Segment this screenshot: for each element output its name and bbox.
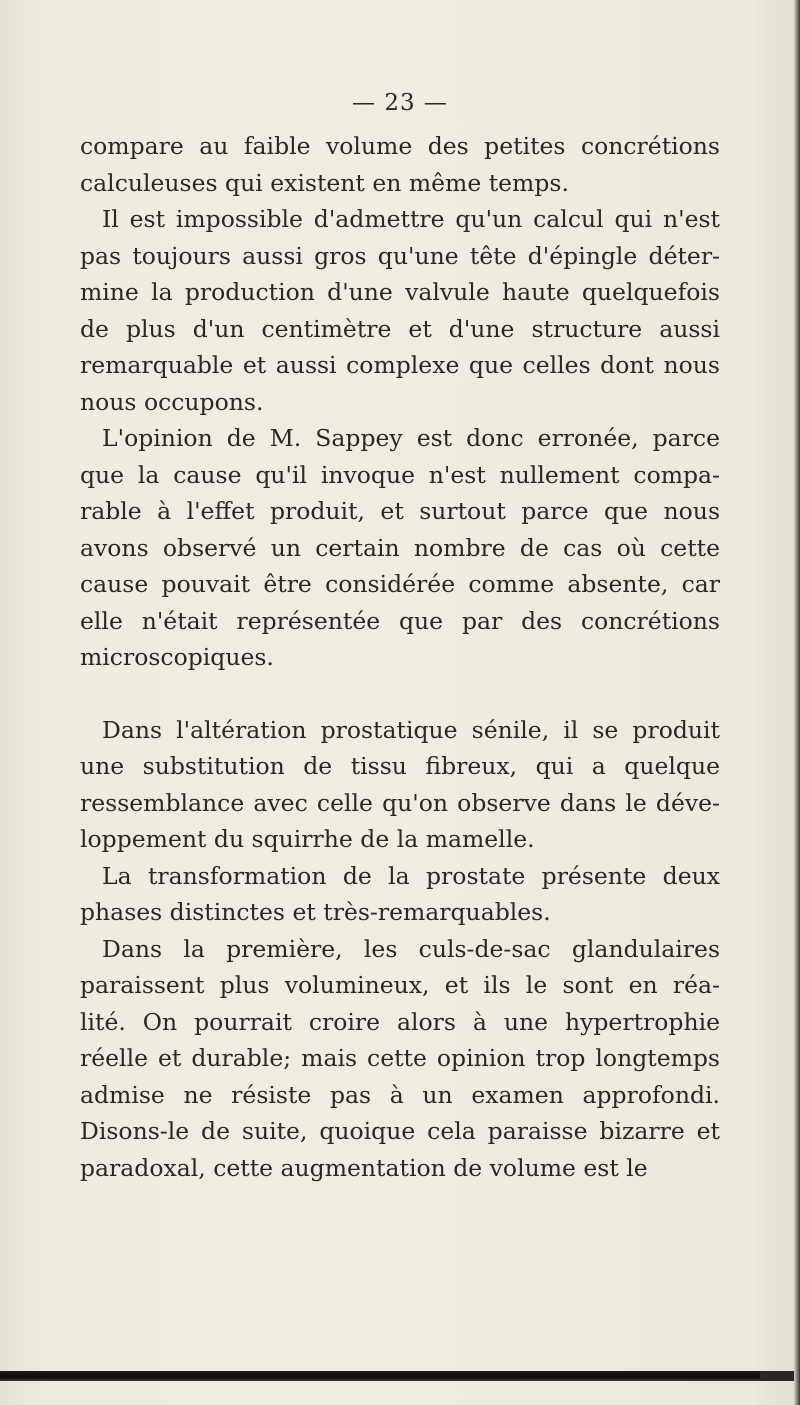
text-line: mine la production d'une valvule haute quelquefois [80, 278, 720, 306]
text-line: admise ne résiste pas à un examen approfondi. [80, 1080, 720, 1109]
page-edge-shadow [794, 0, 800, 1405]
text-line: compare au faible volume des petites concrétions [80, 132, 720, 160]
paragraph-2 [80, 201, 720, 420]
text-line: ressemblance avec celle qu'on observe dans le déve- [80, 788, 720, 817]
text-line: Il est impossible d'admettre qu'un calcul qui n'est [102, 205, 720, 233]
text-line: elle n'était représentée que par des concrétions [80, 606, 720, 635]
body-text [80, 128, 720, 1186]
text-line: cause pouvait être considérée comme absente, car [80, 570, 720, 598]
paragraph-spacer [80, 676, 720, 712]
paragraph-4 [80, 712, 720, 858]
text-line: pas toujours aussi gros qu'une tête d'épingle déter- [80, 241, 720, 270]
text-line: remarquable et aussi complexe que celles dont nous [80, 351, 720, 379]
text-line: avons observé un certain nombre de cas où cette [80, 533, 720, 562]
text-line: rable à l'effet produit, et surtout parce que nous [80, 497, 720, 525]
scan-border-corner [760, 1371, 794, 1381]
text-line: La transformation de la prostate présente deux [102, 861, 720, 890]
paragraph-6 [80, 931, 720, 1187]
scan-border-bar [0, 1371, 760, 1381]
text-line: nous occupons. [80, 387, 264, 416]
text-line: loppement du squirrhe de la mamelle. [80, 825, 535, 853]
text-line: microscopiques. [80, 643, 274, 671]
page-number: — 23 — [352, 90, 448, 116]
text-line: Dans la première, les culs-de-sac glandulaires [102, 934, 720, 963]
text-line: calculeuses qui existent en même temps. [80, 168, 569, 197]
text-line: phases distinctes et très-remarquables. [80, 898, 551, 926]
paragraph-5 [80, 858, 720, 931]
text-line: réelle et durable; mais cette opinion trop longtemps [80, 1044, 720, 1072]
text-line: paraissent plus volumineux, et ils le sont en réa- [80, 971, 720, 999]
paragraph-3 [80, 420, 720, 676]
text-line: de plus d'un centimètre et d'une structure aussi [80, 314, 720, 343]
text-line: lité. On pourrait croire alors à une hypertrophie [80, 1007, 720, 1036]
text-line: Disons-le de suite, quoique cela paraisse bizarre et [80, 1117, 720, 1145]
text-line: une substitution de tissu fibreux, qui a quelque [80, 752, 720, 780]
text-line: Dans l'altération prostatique sénile, il se produit [102, 715, 720, 744]
text-line: que la cause qu'il invoque n'est nullement compa- [80, 460, 720, 489]
text-line: paradoxal, cette augmentation de volume est le [80, 1153, 648, 1182]
paragraph-1 [80, 128, 720, 201]
text-line: L'opinion de M. Sappey est donc erronée, parce [102, 424, 720, 452]
